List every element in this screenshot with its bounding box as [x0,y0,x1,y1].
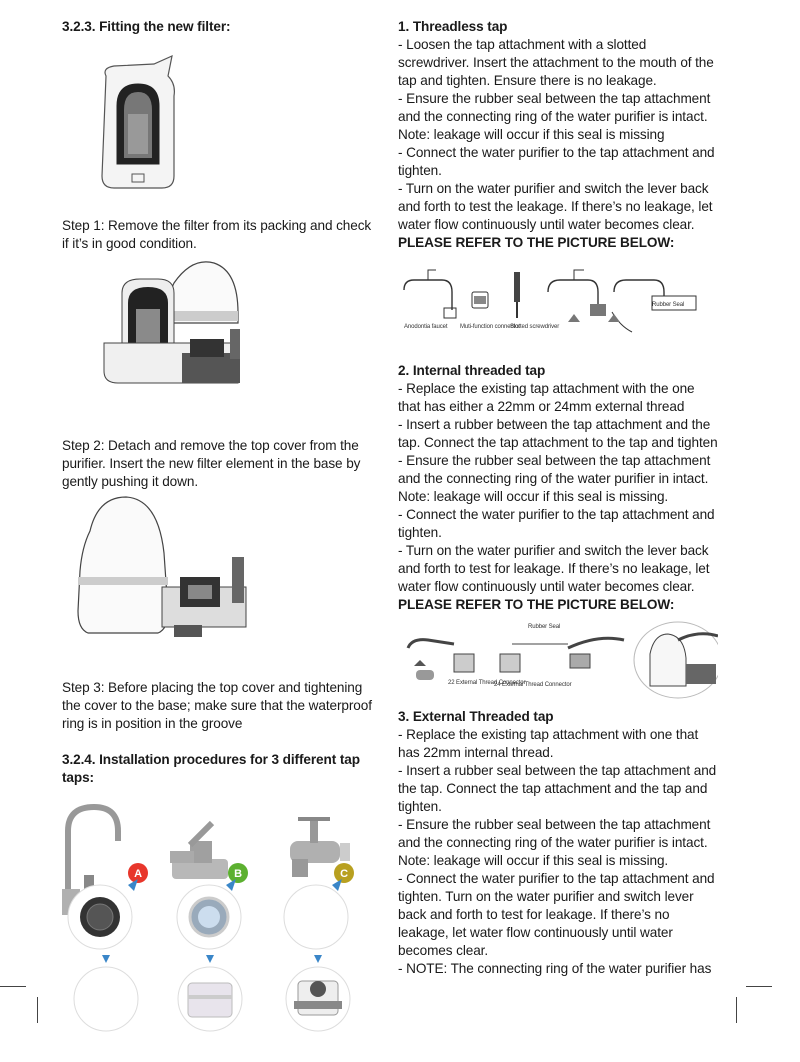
arrow-b-icon [226,879,236,891]
section1-line-1: - Loosen the tap attachment with a slotted screwdriver. Insert the attachment to the mouth of the tap and tighten. Ensure there is no leakage. [398,37,714,88]
section3-line-5: - Connect the water purifier to the tap attachment and tighten. Turn on the water purifier and switch lever back and forth to test for leakage. If there’s no leakage, let water flow continuously until water becomes clear. [398,871,715,958]
assembled-purifier-illustration [62,491,380,669]
down-arrow-c-icon [314,955,322,963]
down-arrow-b-icon [206,955,214,963]
crop-mark-right-v [736,997,737,1023]
connector-c-top [284,885,348,949]
filter-packing-illustration [62,36,380,206]
section1-refer-note: PLEASE REFER TO THE PICTURE BELOW: [398,235,675,250]
step2-text: Step 2: Detach and remove the top cover from the purifier. Insert the new filter element in the base by gently pushing it down. [62,438,361,489]
badge-c-label: C [340,868,348,880]
fig1-label-rubber-seal: Rubber Seal [652,302,685,308]
section1-title: 1. Threadless tap [398,19,508,34]
section2-line-4: Note: leakage will occur if this seal is missing. [398,489,669,504]
detach-cover-illustration [62,253,380,421]
fig2-label-rubber-seal: Rubber Seal [528,624,561,630]
step1-text: Step 1: Remove the filter from its packing and check if it’s in good condition. [62,218,372,251]
section1-line-5: - Turn on the water purifier and switch the lever back and forth to test the leakage. If there’s no leakage, let water flow continuously until water becomes clear. [398,181,713,232]
section3-line-1: - Replace the existing tap attachment with one that has 22mm internal thread. [398,727,699,760]
crop-mark-right-h [746,986,772,987]
section2-line-1: - Replace the existing tap attachment with the one that has either a 22mm or 24mm external thread [398,381,695,414]
figure-threadless-tap [398,252,718,362]
figure-three-tap-types [62,801,380,1041]
threadless-tap-illustration [398,252,718,362]
down-arrow-a-icon [102,955,110,963]
section2-line-2: - Insert a rubber between the tap attachment and the tap. Connect the tap attachment to the tap and tighten [398,417,718,450]
adapter-a-bottom [74,967,138,1031]
section1-line-2: - Ensure the rubber seal between the tap attachment and the connecting ring of the water purifier is intact. [398,91,711,124]
section2-title: 2. Internal threaded tap [398,363,546,378]
arrow-c-icon [332,879,342,891]
badge-b-label: B [234,868,242,880]
section-heading-installation: 3.2.4. Installation procedures for 3 different tap taps: [62,752,360,785]
fig1-label-screwdriver: Slotted screwdriver [510,324,560,330]
section2-line-5: - Connect the water purifier to the tap attachment and tighten. [398,507,715,540]
three-taps-illustration [62,801,380,1041]
section2-line-3: - Ensure the rubber seal between the tap attachment and the connecting ring of the water purifier in intact. [398,453,711,486]
fig2-label-24mm: 24 External Thread Connector [494,682,572,688]
section2-line-6: - Turn on the water purifier and switch the lever back and forth to test for leakage. If there’s no leakage, let water flow continuously until water becomes clear. [398,543,710,594]
left-column [62,18,380,1041]
section3-line-4: Note: leakage will occur if this seal is missing. [398,853,669,868]
section3-line-2: - Insert a rubber seal between the tap attachment and the tap. Connect the tap attachment and the tap and tighten. [398,763,717,814]
right-column [398,18,718,978]
section3-title: 3. External Threaded tap [398,709,554,724]
figure-internal-threaded-tap [398,614,718,708]
section3-line-3: - Ensure the rubber seal between the tap attachment and the connecting ring of the water purifier is intact. [398,817,711,850]
figure-detach-cover [62,253,380,421]
figure-filter-packing [62,36,380,206]
internal-threaded-tap-illustration [398,614,718,708]
crop-mark-left-h [0,986,26,987]
fig1-label-connector: Muti-function connector [460,324,521,330]
section2-refer-note: PLEASE REFER TO THE PICTURE BELOW: [398,597,675,612]
section3-line-6: - NOTE: The connecting ring of the water purifier has [398,961,712,976]
crop-mark-left-v [37,997,38,1023]
section-heading-fitting-filter: 3.2.3. Fitting the new filter: [62,19,231,34]
badge-a-label: A [134,868,142,880]
fig2-label-22mm: 22 External Thread Connector [448,680,526,686]
step3-text: Step 3: Before placing the top cover and tightening the cover to the base; make sure that the waterproof ring is in position in the groove [62,680,372,731]
figure-assembled-purifier [62,491,380,669]
section1-line-4: - Connect the water purifier to the tap attachment and tighten. [398,145,715,178]
section1-line-3: Note: leakage will occur if this seal is missing [398,127,665,142]
tap-b-mixer [170,823,228,879]
fig1-label-faucet: Anodontia faucet [404,324,448,330]
